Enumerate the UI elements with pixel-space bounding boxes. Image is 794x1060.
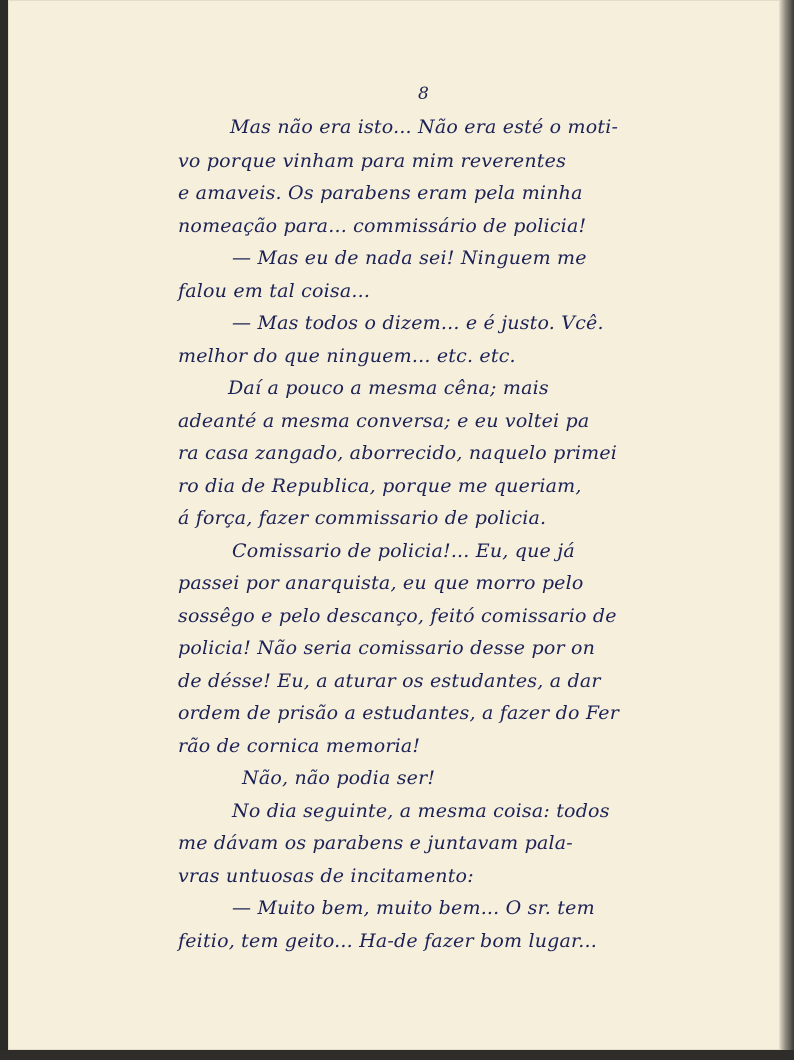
text-line: me dávam os parabens e juntavam pala- [178, 832, 573, 854]
text-line: — Muito bem, muito bem... O sr. tem [232, 897, 595, 919]
text-line: á força, fazer commissario de policia. [178, 507, 547, 529]
text-line: Daí a pouco a mesma cêna; mais [228, 377, 549, 399]
text-line: melhor do que ninguem... etc. etc. [178, 345, 516, 367]
text-line: ordem de prisão a estudantes, a fazer do Fer [178, 702, 619, 724]
text-line: de désse! Eu, a aturar os estudantes, a dar [178, 670, 601, 692]
text-line: Mas não era isto... Não era esté o moti- [230, 116, 619, 138]
text-line: e amaveis. Os parabens eram pela minha [178, 182, 583, 204]
text-line: vras untuosas de incitamento: [178, 865, 474, 887]
text-line: falou em tal coisa... [178, 280, 371, 302]
text-line: Comissario de policia!... Eu, que já [232, 540, 575, 562]
text-line: — Mas todos o dizem... e é justo. Vcê. [232, 312, 604, 334]
text-line: passei por anarquista, eu que morro pelo [178, 572, 584, 594]
text-line: ra casa zangado, aborrecido, naquelo primei [178, 442, 618, 464]
text-line: feitio, tem geito... Ha-de fazer bom lugar... [178, 930, 597, 952]
text-line: — Mas eu de nada sei! Ninguem me [232, 247, 587, 269]
text-line: No dia seguinte, a mesma coisa: todos [232, 800, 610, 822]
text-line: policia! Não seria comissario desse por on [178, 637, 596, 659]
text-line: rão de cornica memoria! [178, 735, 421, 757]
text-line: ro dia de Republica, porque me queriam, [178, 475, 582, 497]
text-line: Não, não podia ser! [242, 767, 436, 789]
text-line: adeanté a mesma conversa; e eu voltei pa [178, 410, 590, 432]
text-line: nomeação para... commissário de policia! [178, 215, 587, 237]
page-number: 8 [418, 84, 429, 104]
text-line: vo porque vinham para mim reverentes [178, 150, 567, 172]
text-line: sossêgo e pelo descanço, feitó comissario de [178, 605, 617, 627]
